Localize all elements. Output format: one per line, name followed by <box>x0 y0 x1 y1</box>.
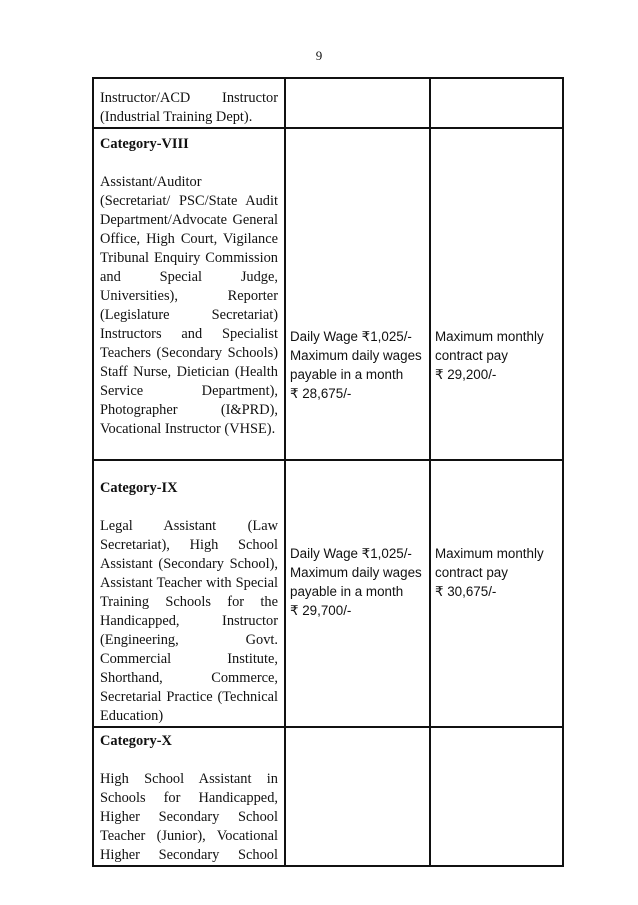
contract-pay-line: ₹ 29,200/- <box>435 367 497 382</box>
contract-pay-cell <box>430 460 563 727</box>
table-row <box>93 727 563 866</box>
post-description: Instructor/ACD Instructor (Industrial Training Dept). <box>100 90 278 125</box>
post-first-line: Assistant/Auditor <box>100 174 202 190</box>
daily-wage-line: Daily Wage ₹1,025/- <box>290 546 412 561</box>
daily-wage-line: Daily Wage ₹1,025/- <box>290 329 412 344</box>
contract-pay-line: Maximum monthly <box>435 329 544 344</box>
page-number: 9 <box>315 48 323 63</box>
daily-wage-line: payable in a month <box>290 584 404 599</box>
contract-pay-line: Maximum monthly <box>435 546 544 561</box>
post-description-cell <box>93 128 285 460</box>
contract-pay-line: contract pay <box>435 348 508 363</box>
category-title: Category-X <box>100 733 172 749</box>
daily-wage-cell <box>285 128 430 460</box>
daily-wage-line: Maximum daily wages <box>290 565 422 580</box>
table-row <box>93 128 563 460</box>
post-description-cell <box>93 78 285 128</box>
daily-wage-line: Maximum daily wages <box>290 348 422 363</box>
daily-wage-cell <box>285 727 430 866</box>
post-description: Legal Assistant (Law Secretariat), High School Assistant (Secondary School), Assistant Teacher with Special Training Schools for the Handicapped, Instructor (Engineering, Govt. Commercial Institute, Shorthand, Commerce, Secretarial Practice (Technical Education) <box>100 518 278 724</box>
contract-pay-cell <box>430 727 563 866</box>
daily-wage-line: ₹ 29,700/- <box>290 603 352 618</box>
contract-pay-cell <box>430 78 563 128</box>
table-row <box>93 78 563 128</box>
daily-wage-line: payable in a month <box>290 367 404 382</box>
wage-table <box>92 77 564 867</box>
contract-pay-line: ₹ 30,675/- <box>435 584 497 599</box>
daily-wage-cell <box>285 460 430 727</box>
post-description-cell <box>93 727 285 866</box>
post-description: (Secretariat/ PSC/State Audit Department/Advocate General Office, High Court, Vigilance Tribunal Enquiry Commission and Special Judge, Universities), Reporter (Legislature Secretariat) Instructors and Specialist Teachers (Secondary Schools) Staff Nurse, Dietician (Health Service Department), Photographer (I&PRD), Vocational Instructor (VHSE). <box>100 193 278 437</box>
category-title: Category-IX <box>100 480 178 496</box>
category-title: Category-VIII <box>100 136 189 152</box>
post-description-cell <box>93 460 285 727</box>
daily-wage-cell <box>285 78 430 128</box>
post-description: High School Assistant in Schools for Handicapped, Higher Secondary School Teacher (Junior), Vocational Higher Secondary School <box>100 771 278 863</box>
contract-pay-cell <box>430 128 563 460</box>
contract-pay-line: contract pay <box>435 565 508 580</box>
table-row <box>93 460 563 727</box>
daily-wage-line: ₹ 28,675/- <box>290 386 352 401</box>
